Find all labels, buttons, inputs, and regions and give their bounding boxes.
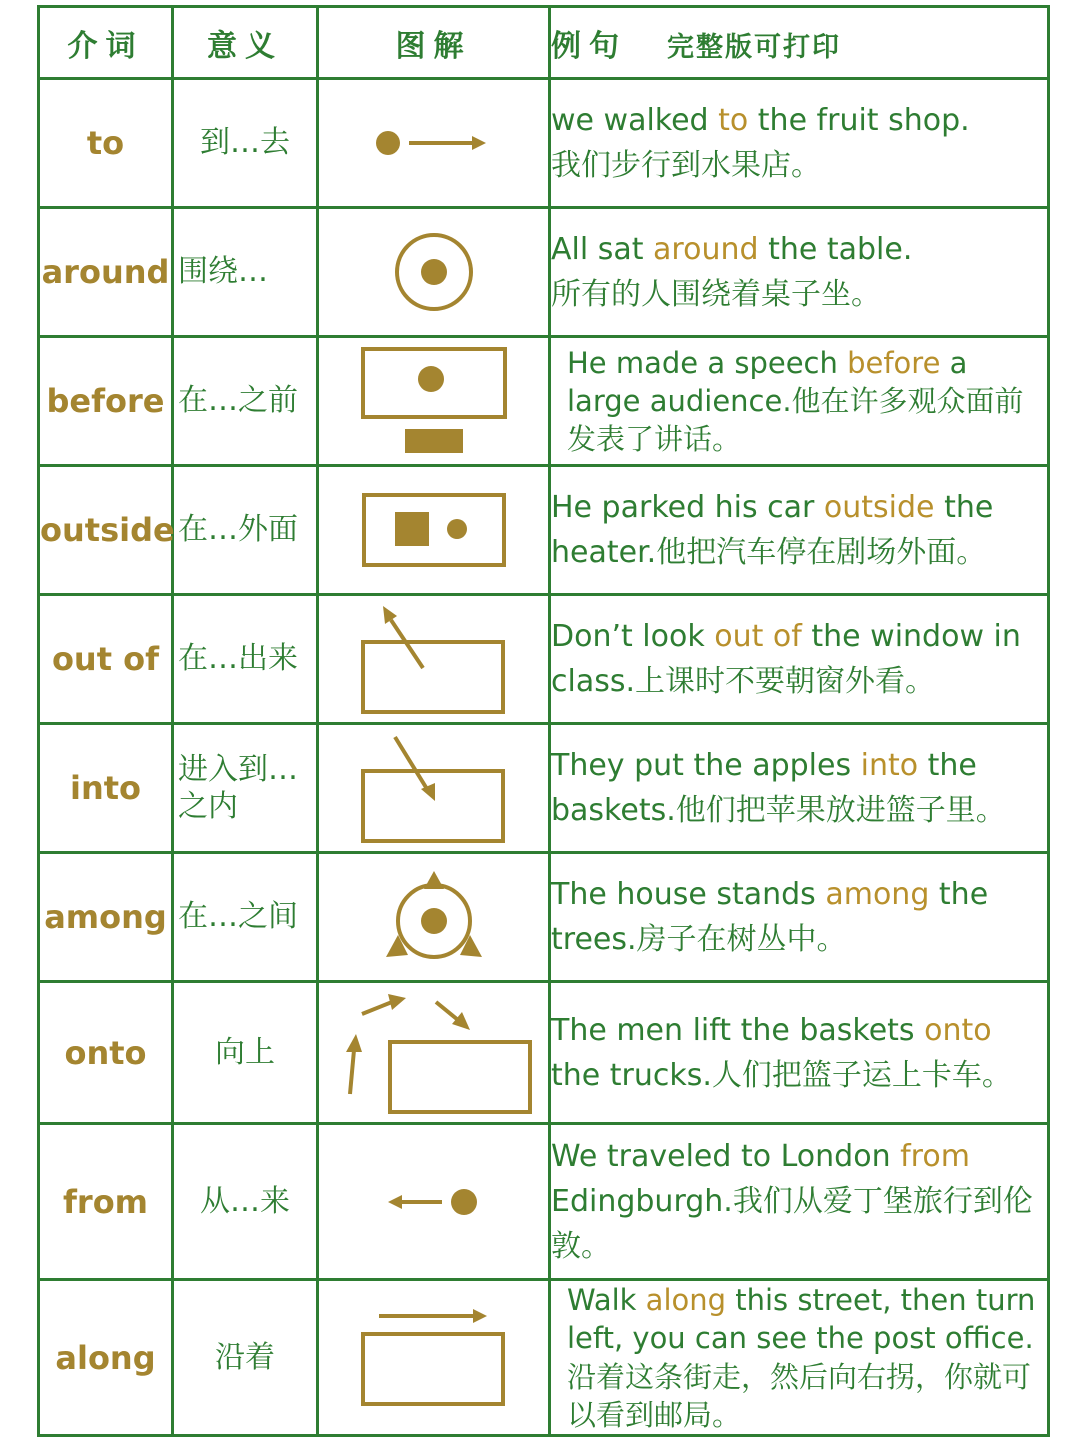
preposition-meaning: 在…出来 <box>173 595 318 724</box>
preposition-meaning: 向上 <box>173 982 318 1124</box>
preposition-meaning: 进入到…之内 <box>173 724 318 853</box>
preposition-word: out of <box>39 595 173 724</box>
sentence-highlight: outside <box>823 490 935 525</box>
sentence-text: a large audience.他在许多观众面前发表了讲话。 <box>567 345 1024 457</box>
sentence-translation: 我们步行到水果店。 <box>551 148 821 183</box>
sentence-highlight: to <box>718 103 749 138</box>
sentence-text: All sat <box>551 232 654 267</box>
table-row <box>39 724 1049 853</box>
dot-box-before-bar-icon <box>318 337 550 466</box>
preposition-meaning: 围绕… <box>173 208 318 337</box>
preposition-meaning: 到…去 <box>173 79 318 208</box>
preposition-word: outside <box>39 466 173 595</box>
dot-among-triangles-icon <box>318 853 550 982</box>
preposition-word: into <box>39 724 173 853</box>
table-row <box>39 466 1049 595</box>
arrow-left-from-dot-icon <box>318 1124 550 1280</box>
preposition-meaning: 在…之前 <box>173 337 318 466</box>
sentence-highlight: before <box>847 345 941 380</box>
sentence-highlight: among <box>825 877 930 912</box>
sentence-text: The house stands <box>551 877 826 912</box>
table-row <box>39 853 1049 982</box>
sentence-text: He parked his car <box>551 490 824 525</box>
example-sentence <box>550 1124 1049 1280</box>
preposition-meaning: 在…之间 <box>173 853 318 982</box>
sentence-text: the trees.房子在树丛中。 <box>551 877 989 957</box>
preposition-word: among <box>39 853 173 982</box>
table-row <box>39 337 1049 466</box>
table-row <box>39 595 1049 724</box>
sentence-highlight: around <box>653 232 759 267</box>
example-sentence <box>550 208 1049 337</box>
header-example-label: 例句 <box>551 28 627 64</box>
example-sentence <box>550 79 1049 208</box>
arrows-onto-box-icon <box>318 982 550 1124</box>
sentence-text: The men lift the baskets <box>551 1012 925 1048</box>
example-sentence <box>550 595 1049 724</box>
sentence-text: Walk <box>567 1283 646 1317</box>
preposition-meaning: 从…来 <box>173 1124 318 1280</box>
preposition-word: before <box>39 337 173 466</box>
sentence-highlight: from <box>900 1139 970 1174</box>
sentence-text: Edingburgh.我们从爱丁堡旅行到伦敦。 <box>551 1184 1033 1264</box>
sentence-text: They put the apples <box>551 748 861 783</box>
sentence-text: we walked <box>551 103 719 138</box>
example-sentence <box>550 337 1049 466</box>
sentence-text: Don’t look <box>551 619 715 654</box>
preposition-word: from <box>39 1124 173 1280</box>
preposition-word: to <box>39 79 173 208</box>
dot-arrow-right-icon <box>318 79 550 208</box>
sentence-text: We traveled to London <box>551 1139 901 1174</box>
preposition-word: onto <box>39 982 173 1124</box>
sentence-highlight: into <box>860 748 919 783</box>
table-row <box>39 1124 1049 1280</box>
square-dot-in-box-icon <box>318 466 550 595</box>
header-note: 完整版可打印 <box>667 31 841 63</box>
table-row <box>39 208 1049 337</box>
table-row <box>39 982 1049 1124</box>
sentence-text: the trucks.人们把篮子运上卡车。 <box>551 1057 1012 1093</box>
sentence-highlight: along <box>645 1283 727 1317</box>
arrow-out-of-box-icon <box>318 595 550 724</box>
header-diagram: 图解 <box>318 7 550 79</box>
table-row <box>39 1280 1049 1436</box>
header-preposition: 介词 <box>39 7 173 79</box>
table-row <box>39 79 1049 208</box>
sentence-translation: 所有的人围绕着桌子坐。 <box>551 277 881 312</box>
arrow-along-box-icon <box>318 1280 550 1436</box>
example-sentence <box>550 466 1049 595</box>
sentence-text: the baskets.他们把苹果放进篮子里。 <box>551 748 1006 828</box>
sentence-highlight: onto <box>924 1012 992 1048</box>
sentence-text: the heater.他把汽车停在剧场外面。 <box>551 490 994 570</box>
example-sentence <box>550 853 1049 982</box>
example-sentence <box>550 1280 1049 1436</box>
sentence-text: the fruit shop. <box>748 103 970 138</box>
sentence-text: the window in class.上课时不要朝窗外看。 <box>551 619 1021 699</box>
preposition-word: along <box>39 1280 173 1436</box>
header-example <box>550 7 1049 79</box>
preposition-meaning: 在…外面 <box>173 466 318 595</box>
sentence-text: the table. <box>758 232 913 267</box>
arrow-into-box-icon <box>318 724 550 853</box>
preposition-meaning: 沿着 <box>173 1280 318 1436</box>
header-meaning: 意义 <box>173 7 318 79</box>
sentence-highlight: out of <box>714 619 802 654</box>
preposition-table <box>37 5 1050 1437</box>
preposition-word: around <box>39 208 173 337</box>
dot-in-circle-icon <box>318 208 550 337</box>
header-row <box>39 7 1049 79</box>
example-sentence <box>550 724 1049 853</box>
sentence-text: this street, then turn left, you can see the post office.沿着这条街走，然后向右拐，你就可以看到邮局。 <box>567 1283 1036 1432</box>
example-sentence <box>550 982 1049 1124</box>
sentence-text: He made a speech <box>567 345 848 380</box>
preposition-sheet <box>37 5 1047 1437</box>
